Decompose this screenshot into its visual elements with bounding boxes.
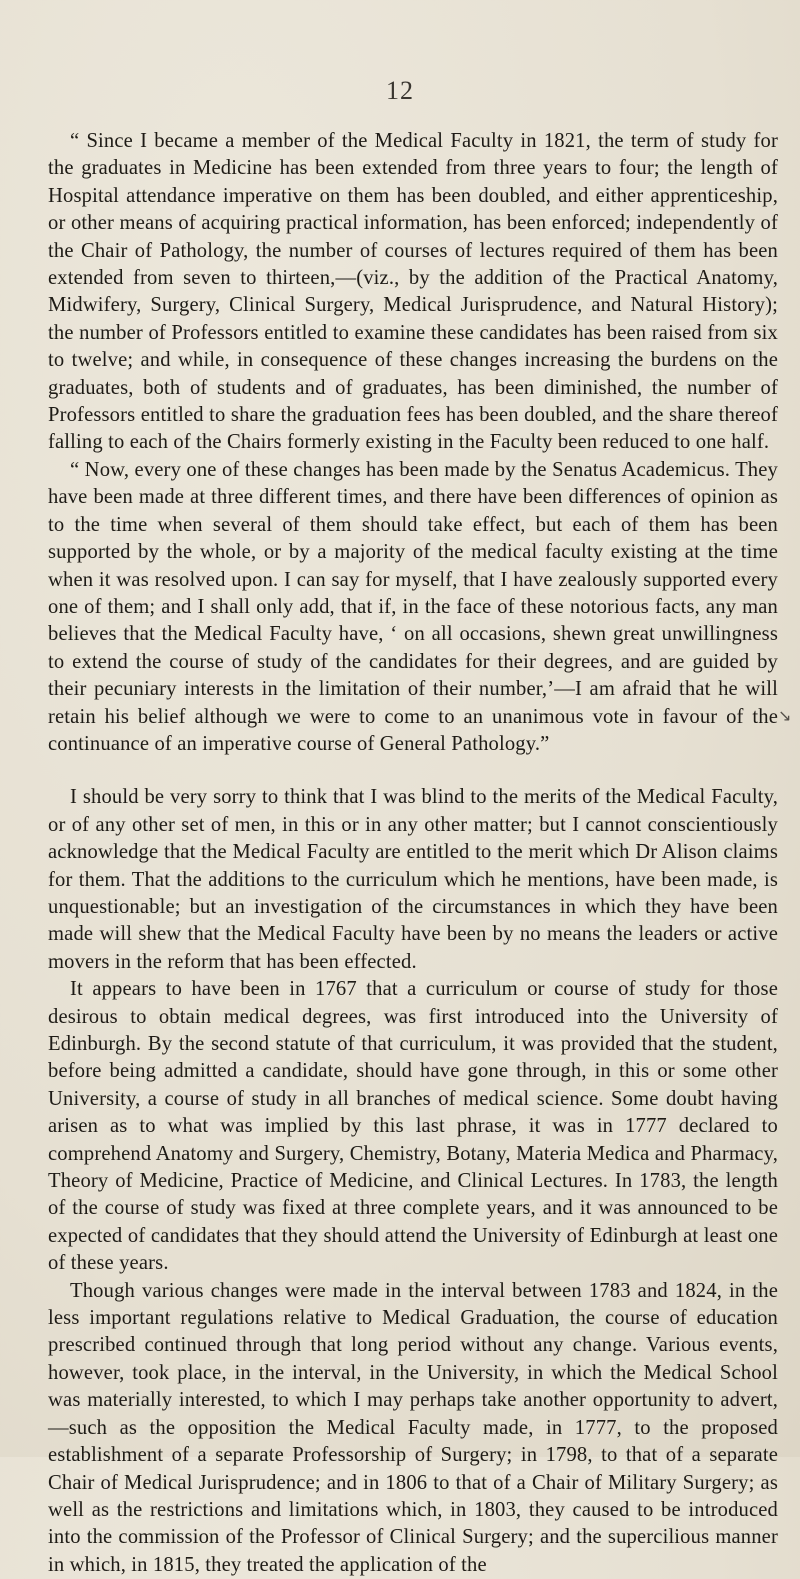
page-number: 12	[386, 76, 414, 105]
body-paragraph-1: I should be very sorry to think that I was blind to the merits of the Medical Faculty, or of any other set of men, in this or in any other matter; but I cannot conscientiously acknowledge that the Medical Faculty are entitled to the merit which Dr Alison claims for them. That the additions to the curriculum which he mentions, have been made, is unquestionable; but an investigation of the circumstances in which they have been made will shew that the Medical Faculty have been by no means the leaders or active movers in the reform that has been effected.	[48, 786, 778, 973]
quoted-paragraph-2: “ Now, every one of these changes has been made by the Senatus Academicus. They have been made at three different times, and there have been differences of opinion as to the time when several of them should take effect, but each of them has been supported by the whole, or by a majority of the medical faculty existing at the time when it was resolved upon. I can say for myself, that I have zealously supported every one of them; and I shall only add, that if, in the face of these notorious facts, any man believes that the Medical Faculty have, ‘ on all occasions, shewn great unwillingness to extend the course of study of the candidates for their degrees, and are guided by their pecuniary interests in the limitation of their number,’—I am afraid that he will retain his belief although we were to come to an unanimous vote in favour of the continuance of an imperative course of General Pathology.”	[48, 458, 778, 755]
paragraph-gap	[48, 758, 778, 784]
body-paragraph-2: It appears to have been in 1767 that a curriculum or course of study for those desirous to obtain medical degrees, was first introduced into the University of Edinburgh. By the second statute of that curriculum, it was provided that the student, before being admitted a candidate, should have gone through, in this or some other University, a course of study in all branches of medical science. Some doubt having arisen as to what was implied by this last phrase, it was in 1777 declared to comprehend Anatomy and Surgery, Chemistry, Botany, Materia Medica and Pharmacy, Theory of Medicine, Practice of Medicine, and Clinical Lectures. In 1783, the length of the course of study was fixed at three complete years, and it was announced to be expected of candidates that they should attend the University of Edinburgh at least one of these years.	[48, 978, 778, 1275]
margin-tick-icon: ↘	[778, 706, 792, 725]
quoted-paragraph-1: “ Since I became a member of the Medical Faculty in 1821, the term of study for the graduates in Medicine has been extended from three years to four; the length of Hospital attendance imperative on them has been doubled, and either apprenticeship, or other means of acquiring practical information, has been enforced; independently of the Chair of Pathology, the number of courses of lectures required of them has been extended from seven to thirteen,—(viz., by the addition of the Practical Anatomy, Midwifery, Surgery, Clinical Surgery, Medical Jurisprudence, and Natural History); the number of Professors entitled to examine these candidates has been raised from six to twelve; and while, in consequence of these changes increasing the burdens on the graduates, both of students and of graduates, has been diminished, the number of Professors entitled to share the graduation fees has been doubled, and the share thereof falling to each of the Chairs formerly existing in the Faculty been reduced to one half.	[48, 130, 778, 454]
text-block	[48, 128, 778, 1579]
body-paragraph-3: Though various changes were made in the interval between 1783 and 1824, in the less important regulations relative to Medical Graduation, the course of education prescribed continued through that long period without any change. Various events, however, took place, in the interval, in the University, in which the Medical School was materially interested, to which I may perhaps take another opportunity to advert,—such as the opposition the Medical Faculty made, in 1777, to the proposed establishment of a separate Professorship of Surgery; in 1798, to that of a separate Chair of Medical Jurisprudence; and in 1806 to that of a Chair of Military Surgery; as well as the restrictions and limitations which, in 1803, they caused to be introduced into the commission of the Professor of Clinical Surgery; and the supercilious manner in which, in 1815, they treated the application of the	[48, 1279, 778, 1576]
quoted-passage	[48, 128, 778, 758]
